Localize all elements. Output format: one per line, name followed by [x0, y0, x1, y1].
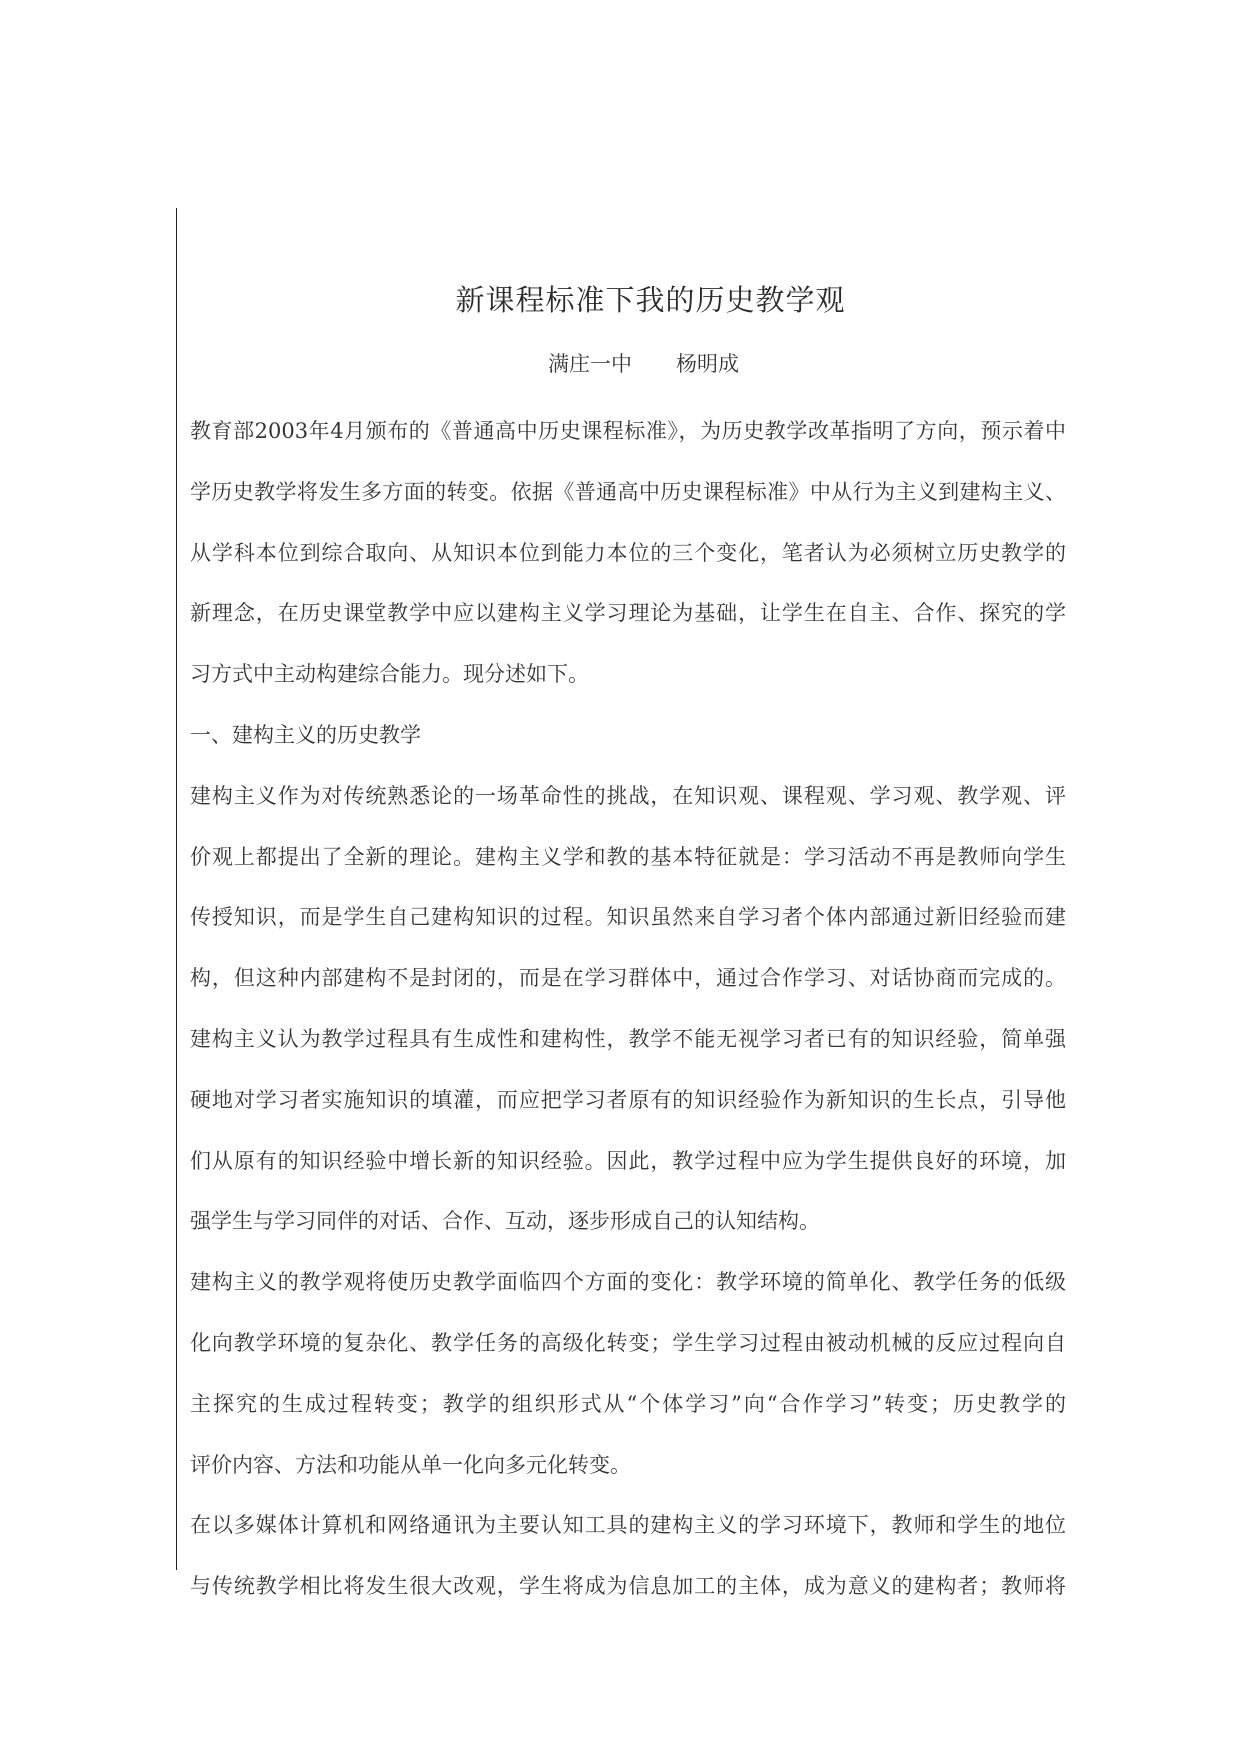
body-line: 强学生与学习同伴的对话、合作、互动，逐步形成自己的认知结构。 [190, 1209, 820, 1234]
body-line: 构，但这种内部建构不是封闭的，而是在学习群体中，通过合作学习、对话协商而完成的。 [190, 966, 1066, 991]
body-line: 习方式中主动构建综合能力。现分述如下。 [190, 662, 589, 687]
body-line: 们从原有的知识经验中增长新的知识经验。因此，教学过程中应为学生提供良好的环境，加 [190, 1148, 1066, 1173]
body-line: 价观上都提出了全新的理论。建构主义学和教的基本特征就是：学习活动不再是教师向学生 [190, 844, 1066, 869]
body-line: 教育部2003年4月颁布的《普通高中历史课程标准》，为历史教学改革指明了方向，预示着中 [190, 419, 1066, 443]
body-line: 从学科本位到综合取向、从知识本位到能力本位的三个变化，笔者认为必须树立历史教学的 [190, 540, 1066, 565]
body-line: 新理念，在历史课堂教学中应以建构主义学习理论为基础，让学生在自主、合作、探究的学 [190, 601, 1066, 626]
body-line: 建构主义作为对传统熟悉论的一场革命性的挑战，在知识观、课程观、学习观、教学观、评 [190, 783, 1066, 808]
body-line: 建构主义的教学观将使历史教学面临四个方面的变化：教学环境的简单化、教学任务的低级 [190, 1270, 1066, 1295]
body-line: 学历史教学将发生多方面的转变。依据《普通高中历史课程标准》中从行为主义到建构主义、 [190, 479, 1066, 504]
school-name: 满庄一中 [548, 352, 632, 376]
author-name: 杨明成 [676, 352, 739, 376]
body-line: 传授知识，而是学生自己建构知识的过程。知识虽然来自学习者个体内部通过新旧经验而建 [190, 905, 1066, 930]
byline [548, 348, 739, 378]
body-line: 在以多媒体计算机和网络通讯为主要认知工具的建构主义的学习环境下，教师和学生的地位 [190, 1513, 1066, 1538]
body-line: 与传统教学相比将发生很大改观，学生将成为信息加工的主体，成为意义的建构者；教师将 [190, 1574, 1066, 1599]
body-text [190, 401, 1066, 1617]
body-line: 建构主义认为教学过程具有生成性和建构性，教学不能无视学习者已有的知识经验，简单强 [190, 1026, 1066, 1051]
body-line: 硬地对学习者实施知识的填灌，而应把学习者原有的知识经验作为新知识的生长点，引导他 [190, 1087, 1066, 1112]
body-line: 化向教学环境的复杂化、教学任务的高级化转变；学生学习过程由被动机械的反应过程向自 [190, 1330, 1066, 1355]
body-line: 主探究的生成过程转变；教学的组织形式从“个体学习”向“合作学习”转变；历史教学的 [190, 1391, 1066, 1416]
body-line: 一、建构主义的历史教学 [190, 722, 421, 747]
body-line: 评价内容、方法和功能从单一化向多元化转变。 [190, 1452, 631, 1477]
left-margin-rule [176, 208, 177, 1570]
document-title: 新课程标准下我的历史教学观 [455, 283, 846, 317]
